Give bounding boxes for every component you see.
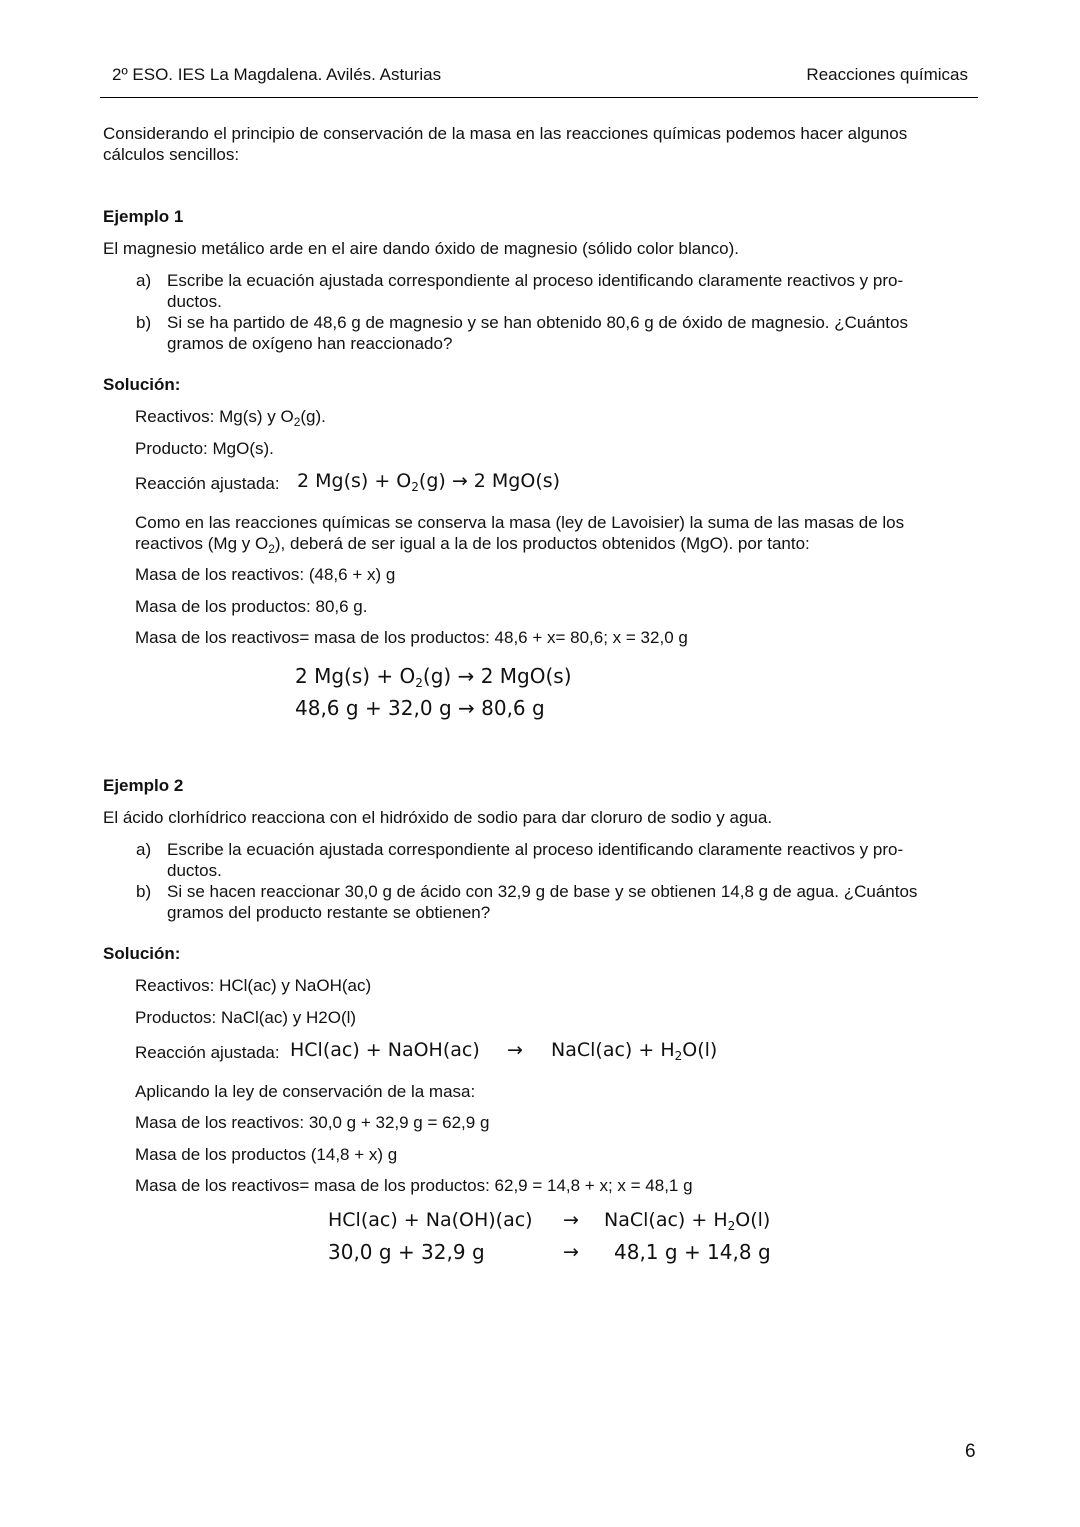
- example-1-masa-igualdad: Masa de los reactivos= masa de los productos: 48,6 + x= 80,6; x = 32,0 g: [135, 628, 688, 647]
- example-2-item-b-label: b): [136, 882, 152, 901]
- example-2-masa-productos: Masa de los productos (14,8 + x) g: [135, 1145, 398, 1164]
- example-1-statement: El magnesio metálico arde en el aire dando óxido de magnesio (sólido color blanco).: [103, 239, 739, 258]
- example-2-item-b-line-2: gramos del producto restante se obtienen?: [167, 903, 491, 922]
- example-1-summary-masses: 48,6 g + 32,0 g → 80,6 g: [295, 696, 545, 720]
- example-2-item-a-label: a): [136, 840, 152, 859]
- example-2-masa-igualdad: Masa de los reactivos= masa de los productos: 62,9 = 14,8 + x; x = 48,1 g: [135, 1176, 693, 1195]
- example-2-aplicando: Aplicando la ley de conservación de la masa:: [135, 1082, 476, 1101]
- example-1-item-b-line-1: Si se ha partido de 48,6 g de magnesio y se han obtenido 80,6 g de óxido de magnesio. ¿Cuántos: [167, 313, 908, 332]
- example-1-item-a-line-1: Escribe la ecuación ajustada correspondiente al proceso identificando claramente reactivos y pro-: [167, 271, 904, 290]
- example-1-item-b-label: b): [136, 313, 152, 332]
- example-2-summary-masses-arrow: →: [563, 1241, 579, 1263]
- example-1-paragraph-line-1: Como en las reacciones químicas se conserva la masa (ley de Lavoisier) la suma de las masas de los: [135, 513, 905, 532]
- example-1-solution-title: Solución:: [103, 375, 181, 394]
- example-1-item-b-line-2: gramos de oxígeno han reaccionado?: [167, 334, 453, 353]
- intro-line-2: cálculos sencillos:: [103, 145, 240, 164]
- example-1-producto: Producto: MgO(s).: [135, 439, 274, 458]
- example-2-item-b-line-1: Si se hacen reaccionar 30,0 g de ácido con 32,9 g de base y se obtienen 14,8 g de agua. ¿Cuántos: [167, 882, 918, 901]
- example-1-item-a-line-2: ductos.: [167, 292, 222, 311]
- example-2-productos: Productos: NaCl(ac) y H2O(l): [135, 1008, 357, 1027]
- example-2-summary-left: HCl(ac) + Na(OH)(ac): [328, 1209, 533, 1231]
- example-2-title: Ejemplo 2: [103, 776, 184, 795]
- intro-line-1: Considerando el principio de conservación de la masa en las reacciones químicas podemos hacer algunos: [103, 124, 908, 143]
- example-2-equation-left: HCl(ac) + NaOH(ac): [290, 1039, 480, 1061]
- example-2-item-a-line-1: Escribe la ecuación ajustada correspondiente al proceso identificando claramente reactivos y pro-: [167, 840, 904, 859]
- example-1-reactivos: Reactivos: Mg(s) y $O_2(g)$.: [135, 407, 326, 429]
- page-number: 6: [965, 1441, 976, 1462]
- example-2-equation-arrow: →: [507, 1039, 523, 1061]
- example-2-solution-title: Solución:: [103, 944, 181, 963]
- example-1-summary-equation: 2 $Mg(s) + O_2(g) \to 2$ MgO(s): [295, 664, 572, 690]
- example-2-item-a-line-2: ductos.: [167, 861, 222, 880]
- example-1-paragraph-line-2: reactivos (Mg y $O_2$), deberá de ser igual a la de los productos obtenidos (MgO). por tanto:: [135, 534, 810, 556]
- example-1-reaccion-label: Reacción ajustada:: [135, 474, 280, 493]
- example-1-title: Ejemplo 1: [103, 207, 184, 226]
- example-1-item-a-label: a): [136, 271, 152, 290]
- example-2-summary-arrow: →: [563, 1209, 579, 1231]
- example-1-masa-productos: Masa de los productos: 80,6 g.: [135, 597, 368, 616]
- example-1-equation: 2 $Mg(s) + O_2(g) \to 2$ MgO(s): [297, 470, 561, 494]
- header-rule: [100, 97, 978, 98]
- example-2-reactivos: Reactivos: HCl(ac) y NaOH(ac): [135, 976, 372, 995]
- example-2-summary-masses-right: 48,1 g + 14,8 g: [614, 1240, 771, 1264]
- example-2-statement: El ácido clorhídrico reacciona con el hidróxido de sodio para dar cloruro de sodio y agua.: [103, 808, 773, 827]
- example-2-reaccion-label: Reacción ajustada:: [135, 1043, 280, 1062]
- example-2-summary-masses-left: 30,0 g + 32,9 g: [328, 1240, 485, 1264]
- example-2-equation-right: NaCl(ac) + $H_2O(l)$: [551, 1039, 718, 1063]
- example-2-masa-reactivos: Masa de los reactivos: 30,0 g + 32,9 g = 62,9 g: [135, 1113, 490, 1132]
- example-2-summary-right: NaCl(ac) + $H_2O(l)$: [604, 1209, 771, 1233]
- example-1-masa-reactivos: Masa de los reactivos: (48,6 + x) g: [135, 565, 396, 584]
- header-right: Reacciones químicas: [806, 65, 968, 84]
- header-left: 2º ESO. IES La Magdalena. Avilés. Asturias: [112, 65, 442, 84]
